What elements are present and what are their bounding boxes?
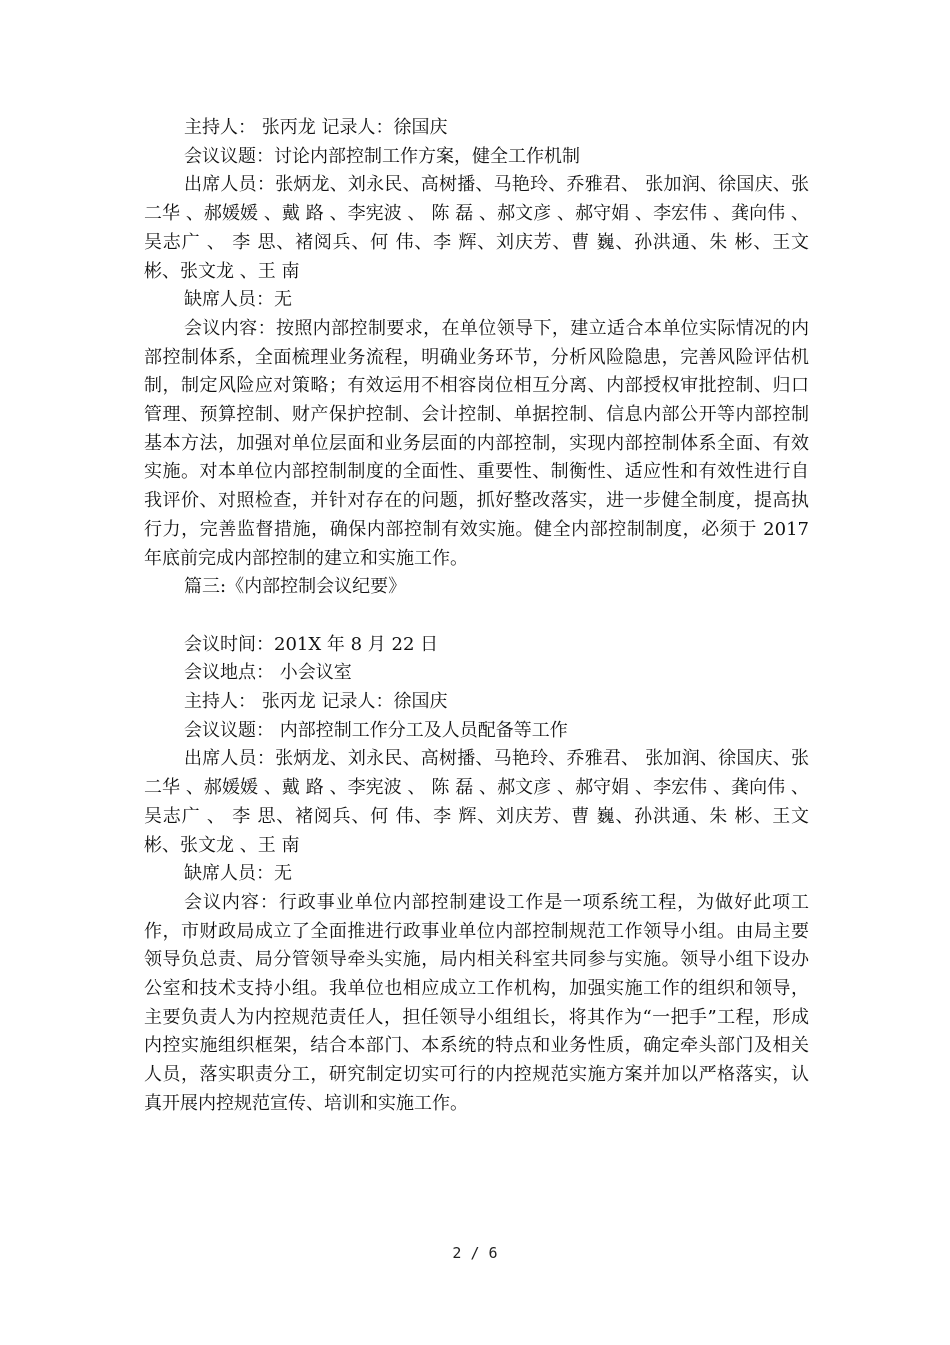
absent-line-2: 缺席人员：无 xyxy=(184,863,292,885)
host-recorder-line: 主持人： 张丙龙 记录人：徐国庆 xyxy=(184,117,448,138)
page-number: 2 / 6 xyxy=(452,1244,498,1262)
host-recorder-line-2: 主持人： 张丙龙 记录人：徐国庆 xyxy=(184,691,448,713)
section-heading: 篇三:《内部控制会议纪要》 xyxy=(184,576,407,598)
meeting-topic-line-2: 会议议题： 内部控制工作分工及人员配备等工作 xyxy=(184,719,568,741)
meeting-content-paragraph-2: 会议内容：行政事业单位内部控制建设工作是一项系统工程，为做好此项工作，市财政局成立了全面推进行政事业单位内部控制规范工作领导小组。由局主要领导负总责、局分管领导牵头实施，局内相关科室共同参与实施。领导小组下设办公室和技术支持小组。我单位也相应成立工作机构，加强实施工作的组织和领导，主要负责人为内控规范责任人，担任领导小组组长，将其作为“一把手”工程，形成内控实施组织框架，结合本部门、本系统的特点和业务性质，确定牵头部门及相关人员，落实职责分工，研究制定切实可行的内控规范实施方案并加以严格落实，认真开展内控规范宣传、培训和实施工作。 xyxy=(144,891,809,1114)
attendees-paragraph: 出席人员：张炳龙、刘永民、高树播、马艳玲、乔雅君、 张加润、徐国庆、张二华 、郝媛媛 、戴 路 、李宪波 、 陈 磊 、郝文彦 、郝守娟 、李宏伟 、龚向伟 、吴志广 、 李 思、褚阅兵、何 伟、李 辉、刘庆芳、曹 巍、孙洪通、朱 彬、王文彬、张文龙 、王 南 xyxy=(144,174,809,282)
blank-line xyxy=(144,602,809,631)
meeting-place-line: 会议地点： 小会议室 xyxy=(184,662,352,684)
document-body xyxy=(144,114,809,1119)
attendees-paragraph-2: 出席人员：张炳龙、刘永民、高树播、马艳玲、乔雅君、 张加润、徐国庆、张二华 、郝媛媛 、戴 路 、李宪波 、 陈 磊 、郝文彦 、郝守娟 、李宏伟 、龚向伟 、吴志广 、 李 思、褚阅兵、何 伟、李 辉、刘庆芳、曹 巍、孙洪通、朱 彬、王文彬、张文龙 、王 南 xyxy=(144,748,809,856)
absent-line: 缺席人员：无 xyxy=(184,289,292,311)
meeting-content-paragraph: 会议内容：按照内部控制要求，在单位领导下，建立适合本单位实际情况的内部控制体系，全面梳理业务流程，明确业务环节，分析风险隐患，完善风险评估机制，制定风险应对策略；有效运用不相容岗位相互分离、内部授权审批控制、归口管理、预算控制、财产保护控制、会计控制、单据控制、信息内部公开等内部控制基本方法，加强对单位层面和业务层面的内部控制，实现内部控制体系全面、有效实施。对本单位内部控制制度的全面性、重要性、制衡性、适应性和有效性进行自我评价、对照检查，并针对存在的问题，抓好整改落实，进一步健全制度，提高执行力，完善监督措施，确保内部控制有效实施。健全内部控制制度，必须于 2017 年底前完成内部控制的建立和实施工作。 xyxy=(144,317,809,569)
meeting-topic-line: 会议议题：讨论内部控制工作方案，健全工作机制 xyxy=(184,145,580,167)
meeting-time-line: 会议时间：201X 年 8 月 22 日 xyxy=(184,633,439,655)
